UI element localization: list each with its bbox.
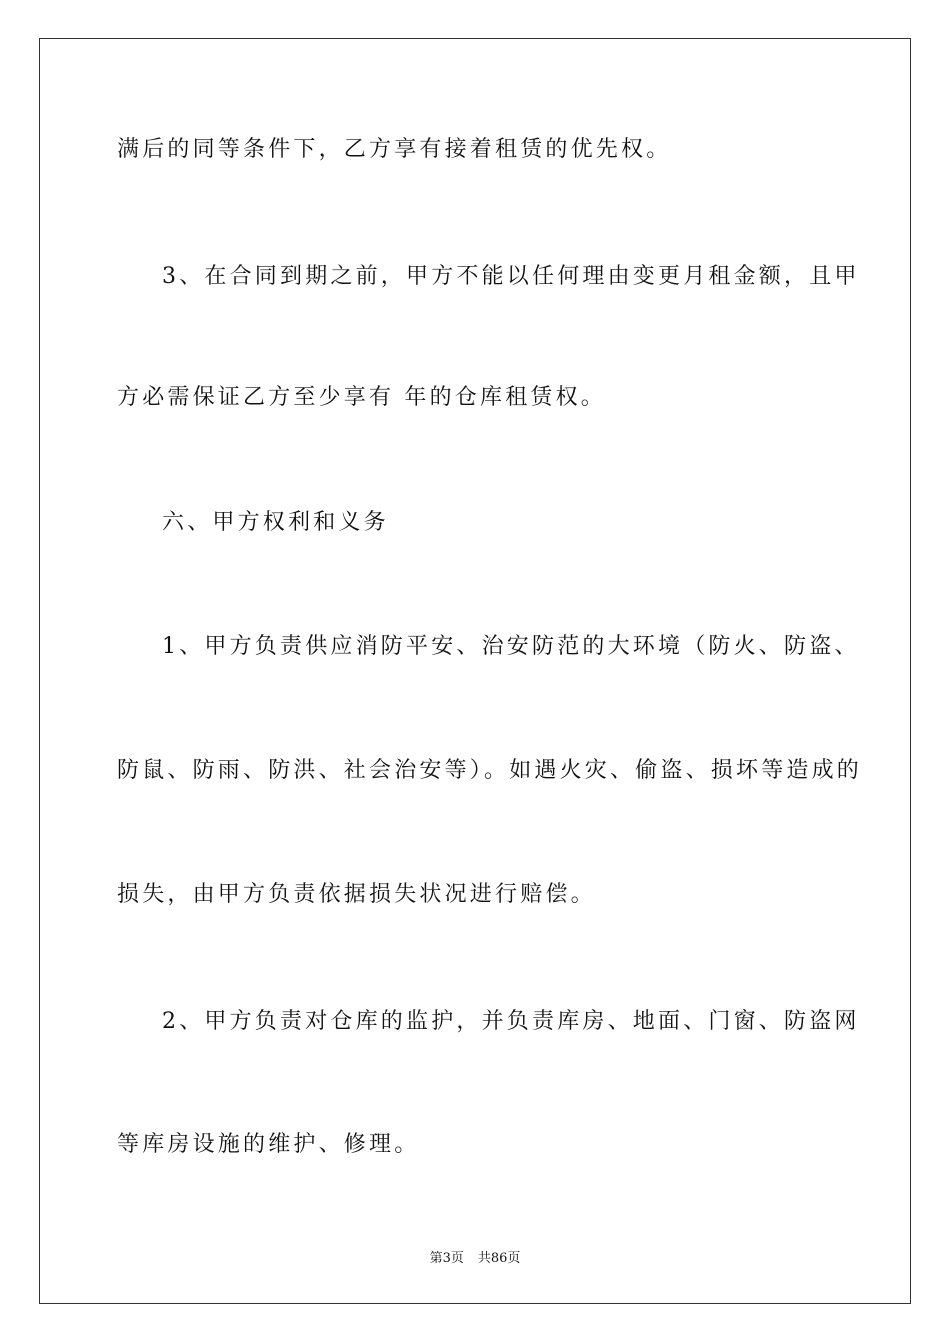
text-line-2: 3、在合同到期之前，甲方不能以任何理由变更月租金额，且甲	[162, 264, 860, 289]
text-line-1: 满后的同等条件下，乙方享有接着租赁的优先权。	[117, 137, 672, 162]
text-line-8: 2、甲方负责对仓库的监护，并负责库房、地面、门窗、防盗网	[162, 1009, 860, 1034]
page-border	[39, 38, 911, 1304]
page-number: 第3页	[429, 1251, 464, 1266]
page-total: 共86页	[477, 1251, 521, 1266]
text-line-9: 等库房设施的维护、修理。	[117, 1132, 420, 1157]
page-footer	[0, 1247, 950, 1266]
text-line-7: 损失，由甲方负责依据损失状况进行赔偿。	[117, 882, 596, 907]
text-line-5: 1、甲方负责供应消防平安、治安防范的大环境（防火、防盗、	[162, 634, 860, 659]
text-line-3: 方必需保证乙方至少享有 年的仓库租赁权。	[117, 385, 606, 410]
section-heading: 六、甲方权利和义务	[162, 510, 389, 535]
text-line-6: 防鼠、防雨、防洪、社会治安等）。如遇火灾、偷盗、损坏等造成的	[117, 758, 863, 783]
